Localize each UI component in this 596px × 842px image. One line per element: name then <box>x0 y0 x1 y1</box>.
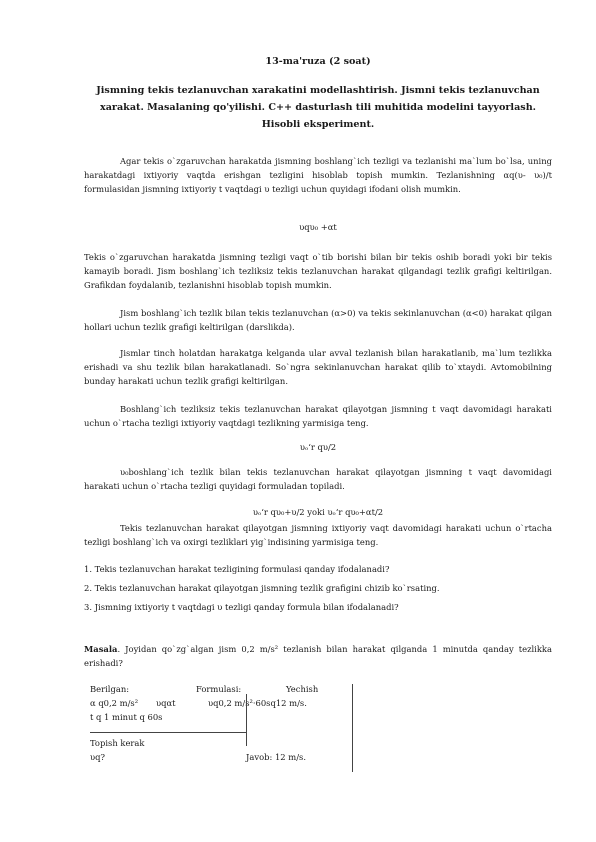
paragraph-3: Jism boshlang`ich tezlik bilan tekis tezlanuvchan (α>0) va tekis sekinlanuvchan (α<0) harakat qilgan hollari uchun tezlik grafigi keltirilgan (darslikda). <box>84 308 552 332</box>
question-1: 1. Tekis tezlanuvchan harakat tezligining formulasi qanday ifodalanadi? <box>84 564 390 574</box>
formula-average-velocity-2: υₒ‘r qυ₀+υ/2 yoki υₒ‘r qυ₀+αt/2 <box>252 507 384 517</box>
solution-calc: υq0,2 m/s²·60sq12 m/s. <box>208 698 307 708</box>
formula-main: υqαt <box>156 698 176 708</box>
given-header: Berilgan: <box>90 684 130 694</box>
problem-label: Masala <box>84 644 118 654</box>
problem-statement <box>84 642 552 670</box>
problem-table <box>90 684 420 772</box>
given-divider <box>90 732 246 733</box>
answer: Javob: 12 m/s. <box>246 752 307 762</box>
paragraph-5: Boshlang`ich tezliksiz tekis tezlanuvchan harakat qilayotgan jismning t vaqt davomidagi harakati uchun o`rtacha tezligi ixtiyoriy vaqtdagi tezlikning yarmisiga teng. <box>84 404 552 428</box>
paragraph-4: Jismlar tinch holatdan harakatga kelganda ular avval tezlanish bilan harakatlanib, ma`lum tezlikka erishadi va shu tezlik bilan harakatlanadi. So`ngra sekinlanuvchan harakat qilib to`xtaydi. Avtomobilning bunday harakati uchun tezlik grafigi keltirilgan. <box>84 348 552 386</box>
paragraph-7: Tekis tezlanuvchan harakat qilayotgan jismning ixtiyoriy vaqt davomidagi harakati uchun o`rtacha tezligi boshlang`ich va oxirgi tezliklari yig`indisining yarmisiga teng. <box>84 523 552 547</box>
formula-header: Formulasi: <box>196 684 242 694</box>
find-header: Topish kerak <box>90 738 145 748</box>
question-3: 3. Jismning ixtiyoriy t vaqtdagi υ tezligi qanday formula bilan ifodalanadi? <box>84 602 399 612</box>
formula-divider <box>246 694 247 746</box>
given-acceleration: α q0,2 m/s² <box>90 698 139 708</box>
find-velocity: υq? <box>90 752 105 762</box>
formula-velocity: υqυ₀ +αt <box>299 222 337 232</box>
formula-average-velocity: υₒ‘r qυ/2 <box>299 442 337 452</box>
solution-divider <box>352 684 353 772</box>
solution-header: Yechish <box>286 684 319 694</box>
question-2: 2. Tekis tezlanuvchan harakat qilayotgan jismning tezlik grafigini chizib ko`rsating. <box>84 583 440 593</box>
lecture-subtitle: Jismning tekis tezlanuvchan xarakatini modellashtirish. Jismni tekis tezlanuvchan xarakat. Masalaning qo'yilishi. C++ dasturlash tili muhitida modelini tayyorlash. Hisobli eksperiment. <box>96 85 540 130</box>
problem-text: . Joyidan qo`zg`algan jism 0,2 m/s² tezlanish bilan harakat qilganda 1 minutda qanday tezlikka erishadi? <box>84 644 552 668</box>
paragraph-2: Tekis o`zgaruvchan harakatda jismning tezligi vaqt o`tib borishi bilan bir tekis oshib boradi yoki bir tekis kamayib boradi. Jism boshlang`ich tezliksiz tekis tezlanuvchan harakat qilgandagi tezlik grafigi keltirilgan. Grafikdan foydalanib, tezlanishni hisoblab topish mumkin. <box>84 252 552 290</box>
given-time: t q 1 minut q 60s <box>90 712 163 722</box>
paragraph-1: Agar tekis o`zgaruvchan harakatda jismning boshlang`ich tezligi va tezlanishi ma`lum bo`lsa, uning harakatdagi ixtiyoriy vaqtda erishgan tezligini hisoblab topish mumkin. Tezlanishning αq(υ- υ₀)/t formulasidan jismning ixtiyoriy t vaqtdagi υ tezligi uchun quyidagi ifodani olish mumkin. <box>84 156 552 194</box>
lecture-title: 13-ma'ruza (2 soat) <box>265 56 371 67</box>
paragraph-6: υ₀boshlang`ich tezlik bilan tekis tezlanuvchan harakat qilayotgan jismning t vaqt davomidagi harakati uchun o`rtacha tezligi quyidagi formuladan topiladi. <box>84 467 552 491</box>
